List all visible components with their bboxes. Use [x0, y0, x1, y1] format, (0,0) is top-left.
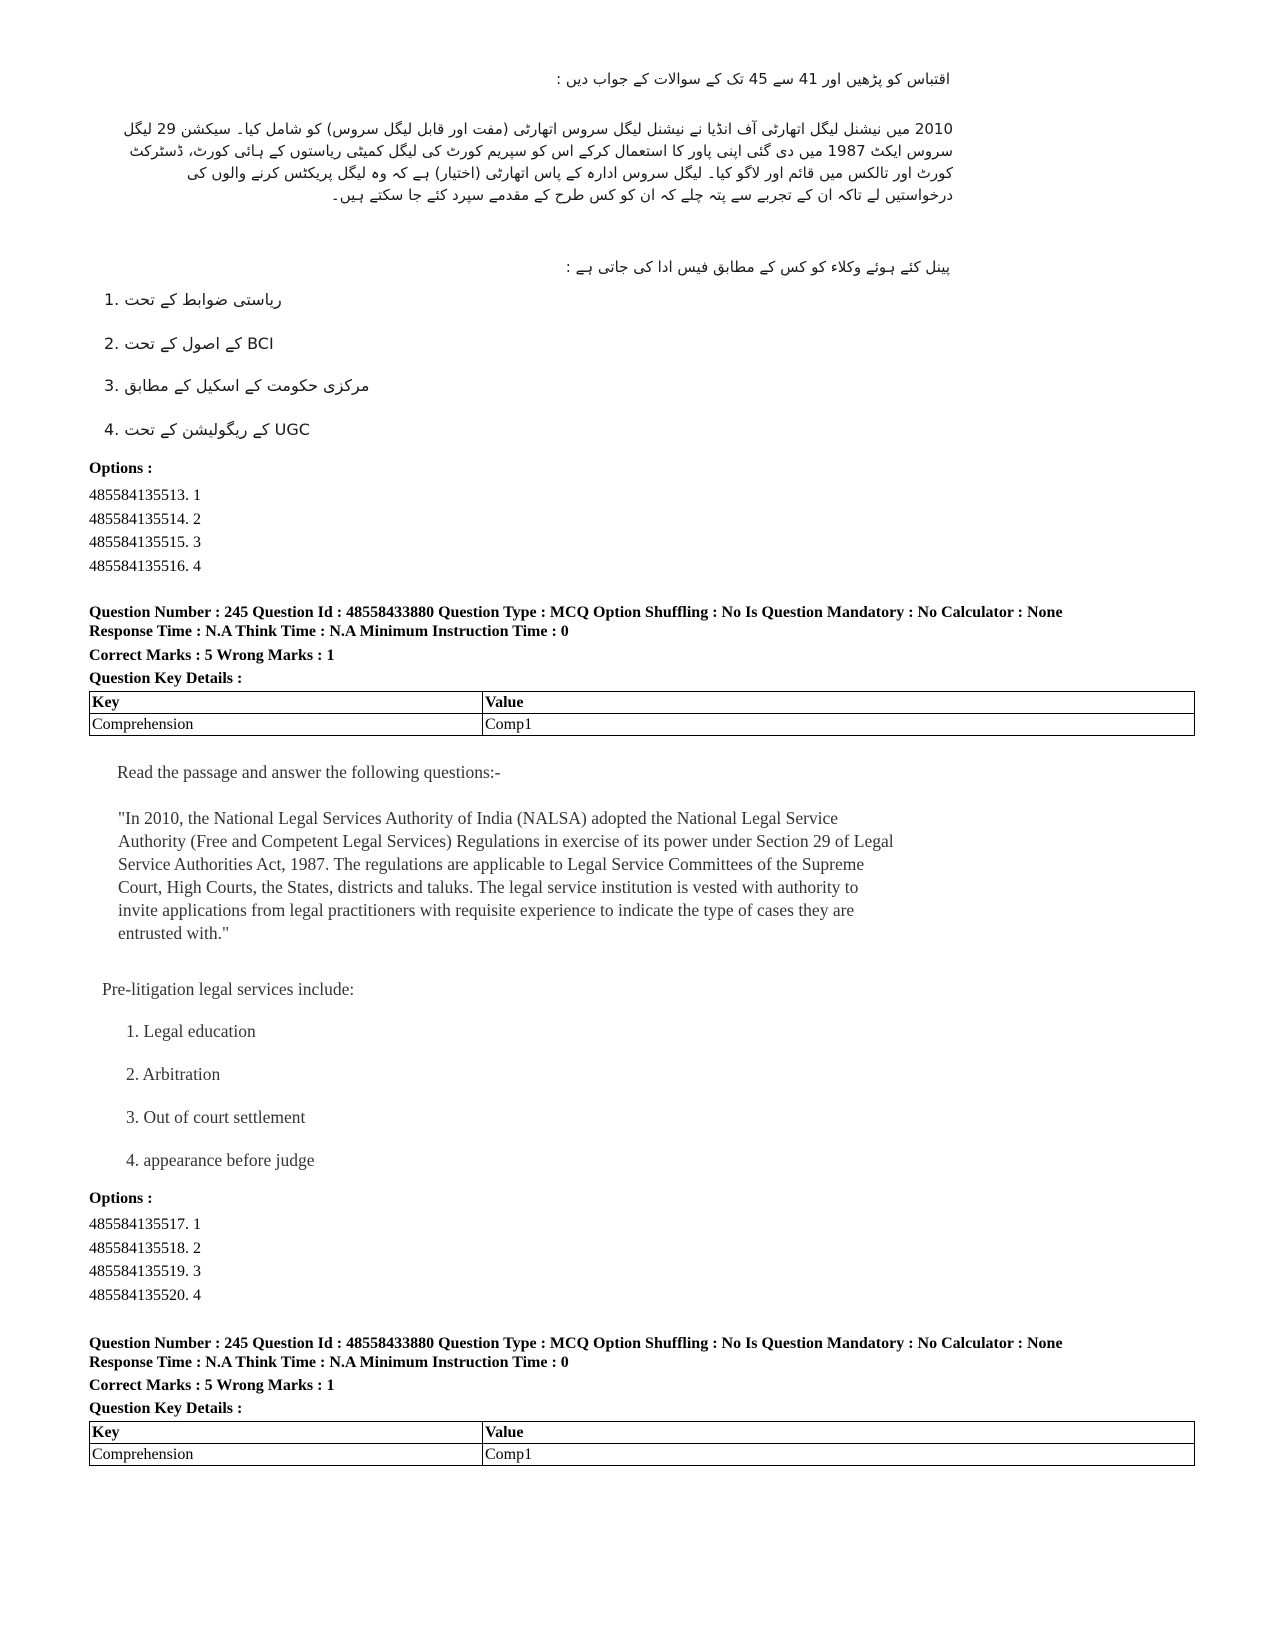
marks-line: Correct Marks : 5 Wrong Marks : 1	[89, 1377, 335, 1394]
urdu-passage-line: سروس ایکٹ 1987 میں دی گئی اپنی پاور کا استعمال کرکے اس کو سپریم کورٹ کی لیگل کمیٹی ریاستوں کے ہائی کورٹ، ڈسٹرکٹ	[129, 142, 953, 160]
option-id: 485584135515. 3	[89, 534, 201, 551]
table-header-key: Key	[90, 1422, 483, 1444]
table-cell-value: Comp1	[483, 1444, 1195, 1466]
key-details-table	[89, 1421, 1195, 1466]
urdu-option-1	[104, 290, 404, 309]
marks-line: Correct Marks : 5 Wrong Marks : 1	[89, 647, 335, 664]
option-id: 485584135516. 4	[89, 557, 201, 575]
english-question: Pre-litigation legal services include:	[102, 979, 355, 999]
table-cell-value: Comp1	[483, 714, 1195, 736]
option-id: 485584135517. 1	[89, 1216, 201, 1233]
english-option-3: 3. Out of court settlement	[126, 1107, 306, 1127]
question-meta-line: Response Time : N.A Think Time : N.A Minimum Instruction Time : 0	[89, 623, 569, 640]
option-id: 485584135514. 2	[89, 510, 201, 528]
urdu-option-text: BCI کے اصول کے تحت	[124, 334, 274, 353]
english-passage-line: "In 2010, the National Legal Services Authority of India (NALSA) adopted the National Legal Service	[118, 808, 839, 828]
option-id: 485584135513. 1	[89, 487, 201, 504]
urdu-passage-line: 2010 میں نیشنل لیگل اتھارٹی آف انڈیا نے نیشنل لیگل سروس اتھارٹی (مفت اور قابل لیگل سروس) کو شامل کیا۔ سیکشن 29 لیگل	[123, 120, 953, 138]
urdu-option-4	[104, 420, 404, 439]
english-passage-intro: Read the passage and answer the following questions:-	[117, 762, 501, 782]
table-row	[90, 714, 1195, 736]
urdu-option-3	[104, 376, 404, 395]
urdu-option-number: 1.	[104, 290, 120, 309]
option-id: 485584135518. 2	[89, 1239, 201, 1257]
table-row	[90, 1444, 1195, 1466]
question-meta-line: Response Time : N.A Think Time : N.A Minimum Instruction Time : 0	[89, 1354, 569, 1371]
table-header-value: Value	[483, 1422, 1195, 1444]
english-option-2: 2. Arbitration	[126, 1064, 221, 1084]
urdu-question: پینل کئے ہوئے وکلاء کو کس کے مطابق فیس ادا کی جاتی ہے :	[565, 258, 950, 276]
option-id: 485584135520. 4	[89, 1286, 201, 1304]
english-option-4: 4. appearance before judge	[126, 1150, 315, 1170]
urdu-passage	[95, 118, 953, 206]
urdu-option-2	[104, 334, 404, 353]
table-header-row	[90, 1422, 1195, 1444]
english-passage-line: Authority (Free and Competent Legal Services) Regulations in exercise of its power under Section 29 of Legal	[118, 831, 894, 851]
table-header-value: Value	[483, 692, 1195, 714]
english-passage-line: entrusted with."	[118, 923, 230, 943]
question-meta-line: Question Number : 245 Question Id : 48558433880 Question Type : MCQ Option Shuffling : No Is Question Mandatory : No Calculator : None	[89, 1335, 1063, 1352]
options-label: Options :	[89, 460, 153, 477]
urdu-option-number: 4.	[104, 420, 120, 439]
urdu-passage-line: کورٹ اور تالکس میں قائم اور لاگو کیا۔ لیگل سروس ادارہ کے پاس اتھارٹی (اختیار) ہے کہ وہ لیگل پریکٹس کرنے والوں کی	[186, 164, 953, 182]
urdu-passage-line: درخواستیں لے تاکہ ان کے تجربے سے پتہ چلے کہ ان کو کس طرح کے مقدمے سپرد کئے جا سکتے ہیں۔	[330, 186, 953, 204]
options-list	[89, 484, 201, 578]
english-option-1: 1. Legal education	[126, 1021, 256, 1041]
options-label: Options :	[89, 1190, 153, 1207]
urdu-option-number: 3.	[104, 376, 120, 395]
table-cell-key: Comprehension	[90, 1444, 483, 1466]
table-header-row	[90, 692, 1195, 714]
key-details-label: Question Key Details :	[89, 1400, 243, 1417]
key-details-table	[89, 691, 1195, 736]
english-passage	[118, 807, 998, 945]
question-meta-line: Question Number : 245 Question Id : 48558433880 Question Type : MCQ Option Shuffling : No Is Question Mandatory : No Calculator : None	[89, 604, 1063, 621]
option-id: 485584135519. 3	[89, 1263, 201, 1280]
key-details-label: Question Key Details :	[89, 670, 243, 687]
urdu-option-text: ریاستی ضوابط کے تحت	[124, 290, 282, 309]
table-header-key: Key	[90, 692, 483, 714]
urdu-option-text: مرکزی حکومت کے اسکیل کے مطابق	[124, 376, 370, 395]
urdu-passage-intro: اقتباس کو پڑھیں اور 41 سے 45 تک کے سوالات کے جواب دیں :	[556, 70, 950, 88]
options-list	[89, 1213, 201, 1307]
english-passage-line: Service Authorities Act, 1987. The regulations are applicable to Legal Service Committees of the Supreme	[118, 854, 865, 874]
question-meta	[89, 1334, 1209, 1372]
urdu-option-number: 2.	[104, 334, 120, 353]
english-passage-line: Court, High Courts, the States, districts and taluks. The legal service institution is vested with authority to	[118, 877, 859, 897]
question-meta	[89, 603, 1209, 641]
english-passage-line: invite applications from legal practitioners with requisite experience to indicate the type of cases they are	[118, 900, 855, 920]
urdu-option-text: UGC کے ریگولیشن کے تحت	[124, 420, 310, 439]
table-cell-key: Comprehension	[90, 714, 483, 736]
